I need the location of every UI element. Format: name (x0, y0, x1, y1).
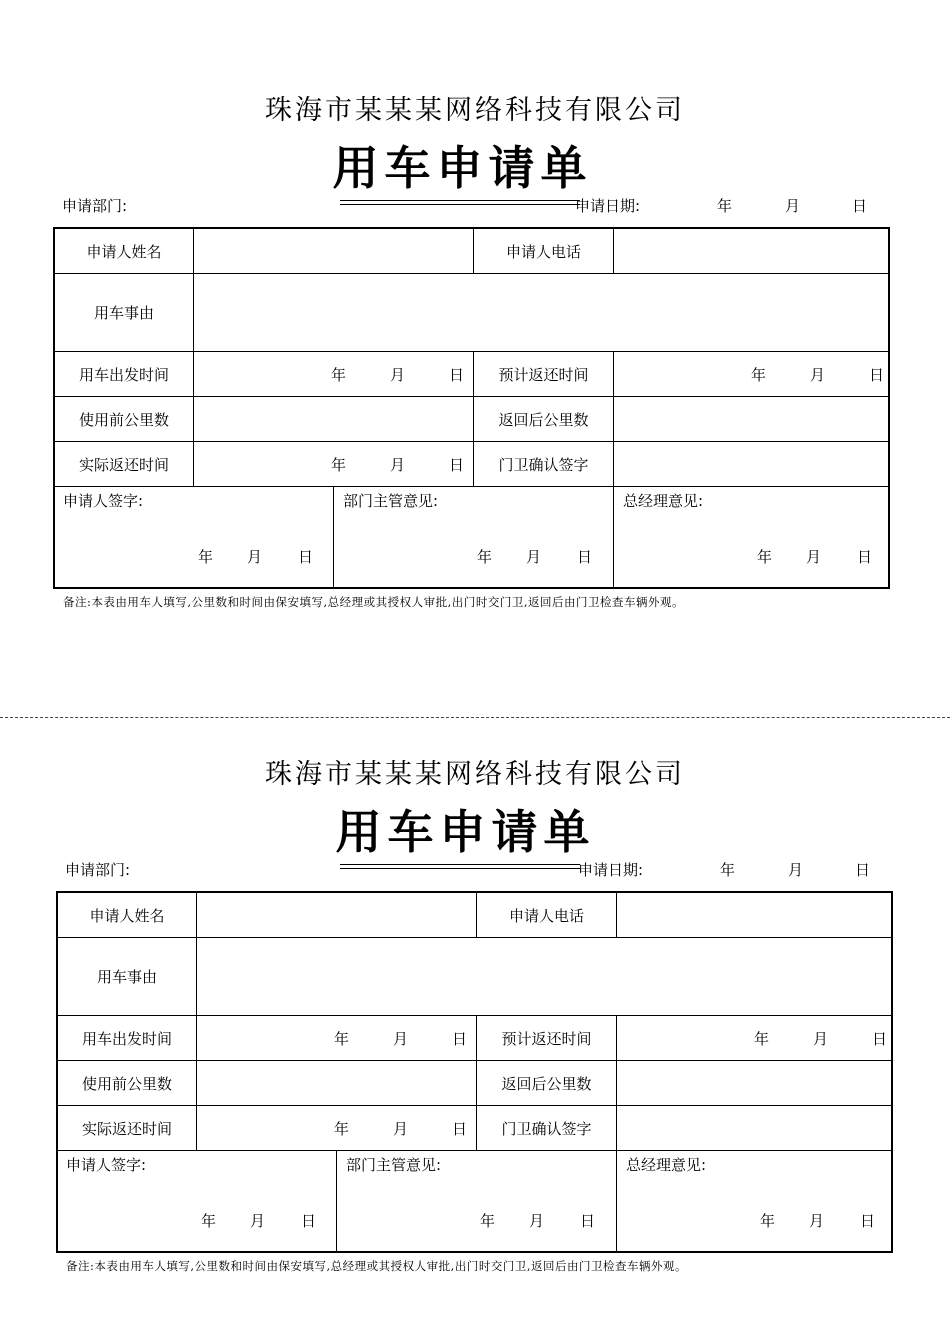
expected-return-label: 预计返还时间 (498, 365, 589, 384)
manager-opinion-box[interactable] (334, 487, 613, 589)
date-year-label: 年 (717, 197, 733, 215)
expected-return-field[interactable] (617, 1016, 893, 1060)
year-label: 年 (751, 366, 767, 384)
mileage-before-label: 使用前公里数 (78, 410, 169, 429)
applicant-phone-field[interactable] (617, 893, 893, 937)
actual-return-field[interactable] (197, 1106, 476, 1150)
gm-opinion-box[interactable] (617, 1151, 893, 1253)
year-label: 年 (334, 1120, 350, 1138)
gm-opinion-box[interactable] (614, 487, 890, 589)
applicant-phone-field[interactable] (614, 229, 890, 273)
applicant-signature-label: 申请人签字: (63, 492, 144, 510)
form-title: 用车申请单 (335, 805, 596, 859)
month-label: 月 (393, 1120, 409, 1138)
applicant-name-label: 申请人姓名 (86, 242, 162, 261)
department-label: 申请部门: (65, 861, 131, 879)
request-table (53, 227, 890, 589)
manager-opinion-label: 部门主管意见: (343, 492, 439, 510)
guard-signature-label: 门卫确认签字 (501, 1119, 592, 1138)
usage-reason-field[interactable] (197, 938, 893, 1015)
applicant-name-field[interactable] (197, 893, 476, 937)
expected-return-field[interactable] (614, 352, 890, 396)
day-label: 日 (869, 366, 885, 384)
vehicle-request-form-2 (0, 664, 950, 1304)
month-label: 月 (247, 548, 263, 566)
day-label: 日 (857, 548, 873, 566)
departure-time-label: 用车出发时间 (81, 1029, 172, 1048)
year-label: 年 (754, 1030, 770, 1048)
month-label: 月 (813, 1030, 829, 1048)
application-date-label: 申请日期: (578, 861, 644, 879)
day-label: 日 (452, 1120, 468, 1138)
applicant-signature-box[interactable] (58, 1151, 336, 1253)
mileage-after-label: 返回后公里数 (501, 1074, 592, 1093)
year-label: 年 (480, 1212, 496, 1230)
month-label: 月 (250, 1212, 266, 1230)
year-label: 年 (760, 1212, 776, 1230)
vehicle-request-form-1 (0, 0, 950, 640)
month-label: 月 (529, 1212, 545, 1230)
gm-opinion-label: 总经理意见: (626, 1156, 707, 1174)
mileage-after-field[interactable] (617, 1061, 893, 1105)
date-year-label: 年 (720, 861, 736, 879)
usage-reason-label: 用车事由 (96, 968, 157, 986)
company-name: 珠海市某某某网络科技有限公司 (265, 759, 685, 790)
month-label: 月 (526, 548, 542, 566)
applicant-name-label: 申请人姓名 (89, 906, 165, 925)
day-label: 日 (301, 1212, 317, 1230)
form-title: 用车申请单 (332, 141, 593, 195)
date-day-label: 日 (855, 861, 871, 879)
day-label: 日 (449, 456, 465, 474)
month-label: 月 (809, 1212, 825, 1230)
year-label: 年 (201, 1212, 217, 1230)
day-label: 日 (577, 548, 593, 566)
applicant-name-field[interactable] (194, 229, 473, 273)
gm-opinion-label: 总经理意见: (623, 492, 704, 510)
day-label: 日 (452, 1030, 468, 1048)
double-rule (340, 200, 580, 205)
applicant-phone-label: 申请人电话 (508, 906, 584, 925)
guard-signature-label: 门卫确认签字 (498, 455, 589, 474)
guard-signature-field[interactable] (617, 1106, 893, 1150)
year-label: 年 (757, 548, 773, 566)
applicant-phone-label: 申请人电话 (505, 242, 581, 261)
department-label: 申请部门: (62, 197, 128, 215)
mileage-before-field[interactable] (194, 397, 473, 441)
month-label: 月 (393, 1030, 409, 1048)
day-label: 日 (298, 548, 314, 566)
month-label: 月 (810, 366, 826, 384)
month-label: 月 (390, 366, 406, 384)
day-label: 日 (580, 1212, 596, 1230)
date-month-label: 月 (785, 197, 801, 215)
date-day-label: 日 (852, 197, 868, 215)
form-note: 备注:本表由用车人填写,公里数和时间由保安填写,总经理或其授权人审批,出门时交门卫,返回后由门卫检查车辆外观。 (63, 595, 684, 609)
actual-return-field[interactable] (194, 442, 473, 486)
mileage-after-field[interactable] (614, 397, 890, 441)
mileage-after-label: 返回后公里数 (498, 410, 589, 429)
month-label: 月 (390, 456, 406, 474)
month-label: 月 (806, 548, 822, 566)
mileage-before-field[interactable] (197, 1061, 476, 1105)
day-label: 日 (449, 366, 465, 384)
year-label: 年 (331, 366, 347, 384)
day-label: 日 (860, 1212, 876, 1230)
actual-return-label: 实际返还时间 (81, 1119, 172, 1138)
request-table (56, 891, 893, 1253)
form-note: 备注:本表由用车人填写,公里数和时间由保安填写,总经理或其授权人审批,出门时交门卫,返回后由门卫检查车辆外观。 (66, 1259, 687, 1273)
double-rule (340, 864, 580, 869)
departure-time-field[interactable] (197, 1016, 476, 1060)
manager-opinion-box[interactable] (337, 1151, 616, 1253)
usage-reason-label: 用车事由 (93, 304, 154, 322)
guard-signature-field[interactable] (614, 442, 890, 486)
departure-time-field[interactable] (194, 352, 473, 396)
day-label: 日 (872, 1030, 888, 1048)
applicant-signature-box[interactable] (55, 487, 333, 589)
manager-opinion-label: 部门主管意见: (346, 1156, 442, 1174)
usage-reason-field[interactable] (194, 274, 890, 351)
application-date-label: 申请日期: (575, 197, 641, 215)
year-label: 年 (331, 456, 347, 474)
date-month-label: 月 (788, 861, 804, 879)
mileage-before-label: 使用前公里数 (81, 1074, 172, 1093)
year-label: 年 (334, 1030, 350, 1048)
departure-time-label: 用车出发时间 (78, 365, 169, 384)
applicant-signature-label: 申请人签字: (66, 1156, 147, 1174)
year-label: 年 (198, 548, 214, 566)
expected-return-label: 预计返还时间 (501, 1029, 592, 1048)
year-label: 年 (477, 548, 493, 566)
actual-return-label: 实际返还时间 (78, 455, 169, 474)
company-name: 珠海市某某某网络科技有限公司 (265, 95, 685, 126)
